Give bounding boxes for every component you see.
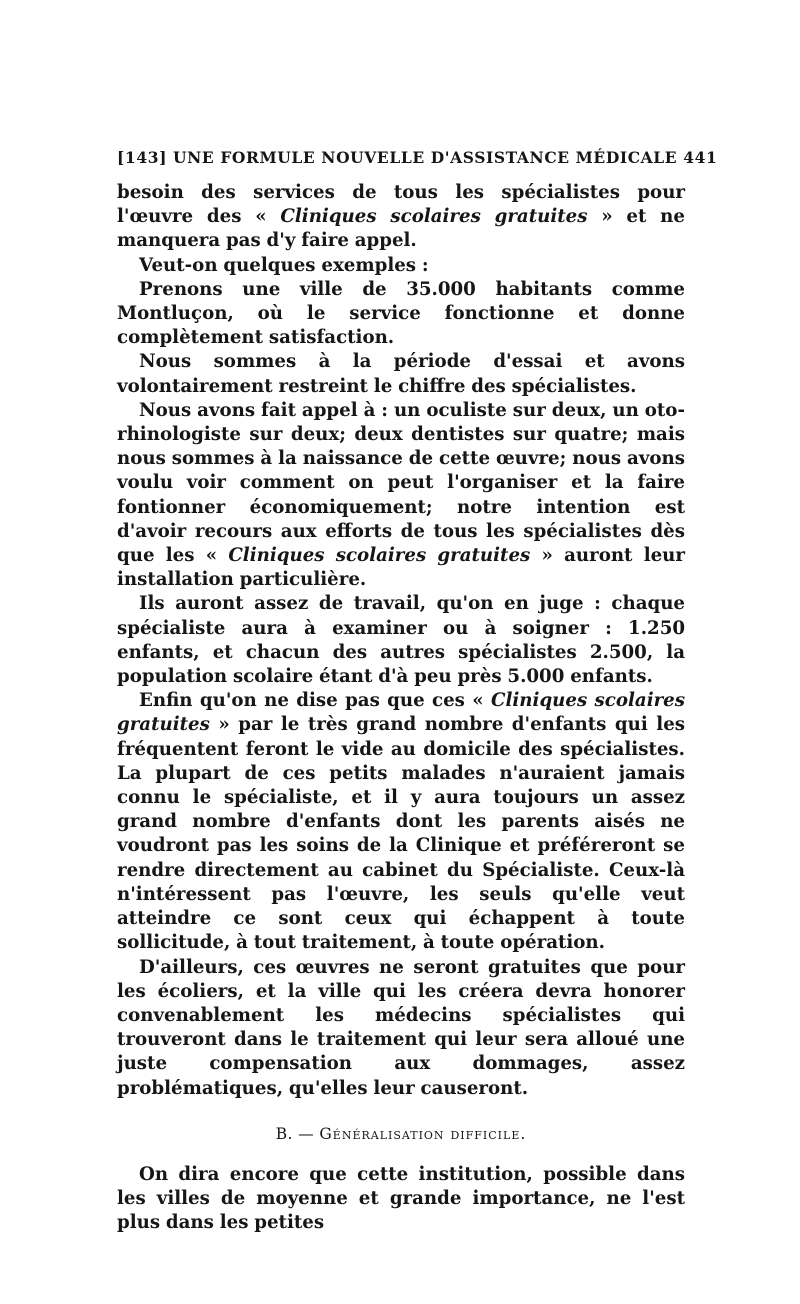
header-title: UNE FORMULE NOUVELLE D'ASSISTANCE MÉDICALE (173, 148, 678, 167)
running-header (117, 148, 718, 167)
section-heading (117, 1125, 685, 1143)
section-letter: B. — (275, 1124, 315, 1143)
paragraph-final: On dira encore que cette institution, possible dans les villes de moyenne et grande importance, ne l'est plus dans les petites (117, 1163, 685, 1234)
section-title-text: Généralisation difficile. (319, 1124, 527, 1143)
paragraph-1: besoin des services de tous les spécialistes pour l'œuvre des « Cliniques scolaires gratuites » et ne manquera pas d'y faire appel. (117, 182, 685, 252)
paragraph-8: D'ailleurs, ces œuvres ne seront gratuites que pour les écoliers, et la ville qui les créera devra honorer convenablement les médecins spécialistes qui trouveront dans le traitement qui leur sera alloué une juste compensation aux dommages, assez problématiques, qu'elles leur causeront. (117, 956, 685, 1099)
paragraph-7: Enfin qu'on ne dise pas que ces « Cliniques scolaires gratuites » par le très grand nombre d'enfants qui les fréquentent feront le vide au domicile des spécialistes. La plupart de ces petits malades n'auraient jamais connu le spécialiste, et il y aura toujours un assez grand nombre d'enfants dont les parents aisés ne voudront pas les soins de la Clinique et préféreront se rendre directement au cabinet du Spécialiste. Ceux-là n'intéressent pas l'œuvre, les seuls qu'elle veut atteindre ce sont ceux qui échappent à toute sollicitude, à tout traitement, à toute opération. (117, 690, 685, 954)
document-page (117, 148, 718, 1235)
page-number: 441 (683, 148, 718, 167)
paragraph-3: Prenons une ville de 35.000 habitants comme Montluçon, où le service fonctionne et donne complètement satisfaction. (117, 278, 685, 349)
paragraph-4: Nous sommes à la période d'essai et avons volontairement restreint le chiffre des spécialistes. (117, 351, 685, 397)
paragraph-2: Veut-on quelques exemples : (139, 254, 429, 276)
paragraph-6: Ils auront assez de travail, qu'on en juge : chaque spécialiste aura à examiner ou à soigner : 1.250 enfants, et chacun des autres spécialistes 2.500, la population scolaire étant d'à peu près 5.000 enfants. (117, 593, 685, 688)
page-reference: [143] (117, 148, 168, 167)
paragraph-5: Nous avons fait appel à : un oculiste sur deux, un oto-rhinologiste sur deux; deux dentistes sur quatre; mais nous sommes à la naissance de cette œuvre; nous avons voulu voir comment on peut l'organiser et la faire fontionner économiquement; notre intention est d'avoir recours aux efforts de tous les spécialistes dès que les « Cliniques scolaires gratuites » auront leur installation particulière. (117, 399, 685, 591)
